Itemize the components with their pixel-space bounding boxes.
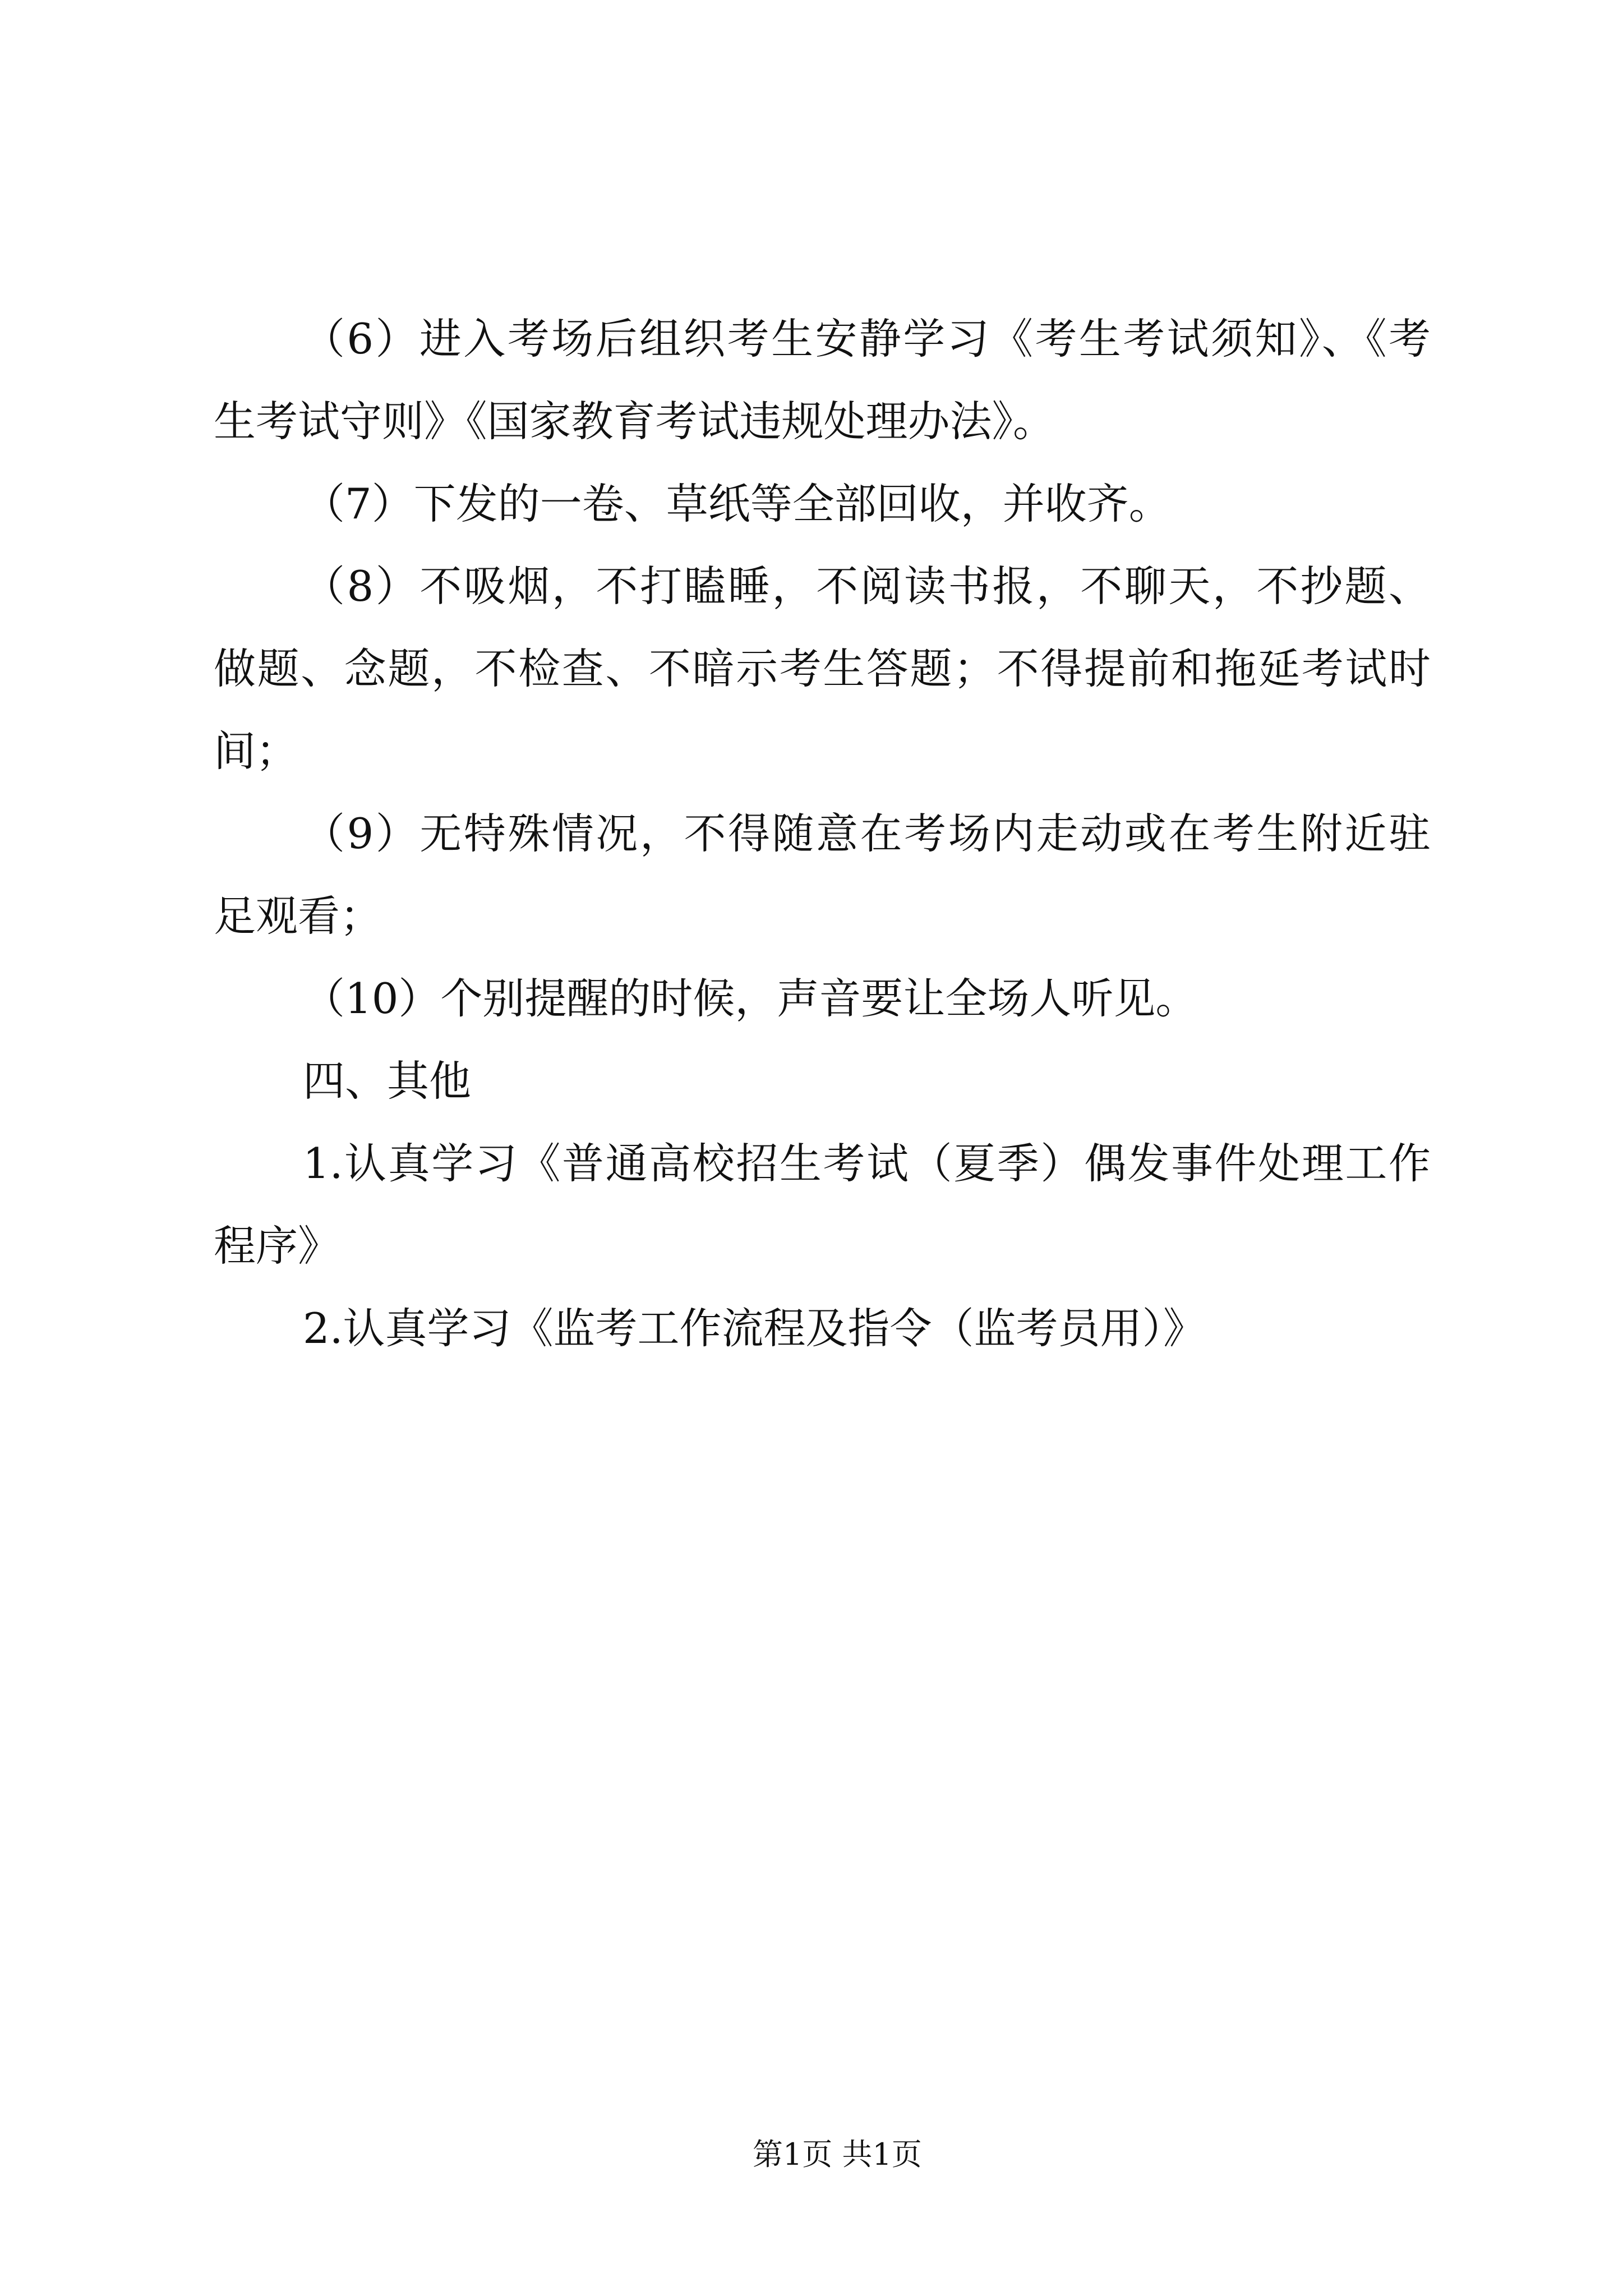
list-item-1 xyxy=(214,1122,1431,1287)
paragraph-line: （6）进入考场后组织考生安静学习《考生考试须知》、《考 xyxy=(303,314,1431,364)
paragraph-line: 1.认真学习《普通高校招生考试（夏季）偶发事件处理工作 xyxy=(303,1139,1431,1188)
paragraph-item-10 xyxy=(214,958,1431,1040)
paragraph-line: （10）个别提醒的时候，声音要让全场人听见。 xyxy=(303,974,1198,1023)
paragraph-line: 间； xyxy=(214,726,298,776)
paragraph-line: 做题、念题，不检查、不暗示考生答题；不得提前和拖延考试时 xyxy=(214,644,1431,693)
paragraph-line: （9）无特殊情况，不得随意在考场内走动或在考生附近驻 xyxy=(303,809,1431,858)
paragraph-item-7 xyxy=(214,463,1431,545)
document-body xyxy=(214,298,1431,1370)
paragraph-item-8 xyxy=(214,545,1431,793)
section-heading-other xyxy=(214,1040,1431,1122)
paragraph-line: （7）下发的一卷、草纸等全部回收，并收齐。 xyxy=(303,479,1171,528)
paragraph-line: 程序》 xyxy=(214,1221,340,1271)
paragraph-line: 生考试守则》《国家教育考试违规处理办法》。 xyxy=(214,397,1055,446)
paragraph-item-6 xyxy=(214,298,1431,463)
section-heading: 四、其他 xyxy=(303,1056,472,1106)
page-number-footer: 第1页 共1页 xyxy=(753,2137,922,2172)
paragraph-line: 足观看； xyxy=(214,891,382,941)
paragraph-line: （8）不吸烟，不打瞌睡，不阅读书报，不聊天，不抄题、 xyxy=(303,562,1431,611)
paragraph-line: 2.认真学习《监考工作流程及指令（监考员用）》 xyxy=(303,1304,1206,1353)
paragraph-item-9 xyxy=(214,793,1431,958)
list-item-2 xyxy=(214,1287,1431,1370)
